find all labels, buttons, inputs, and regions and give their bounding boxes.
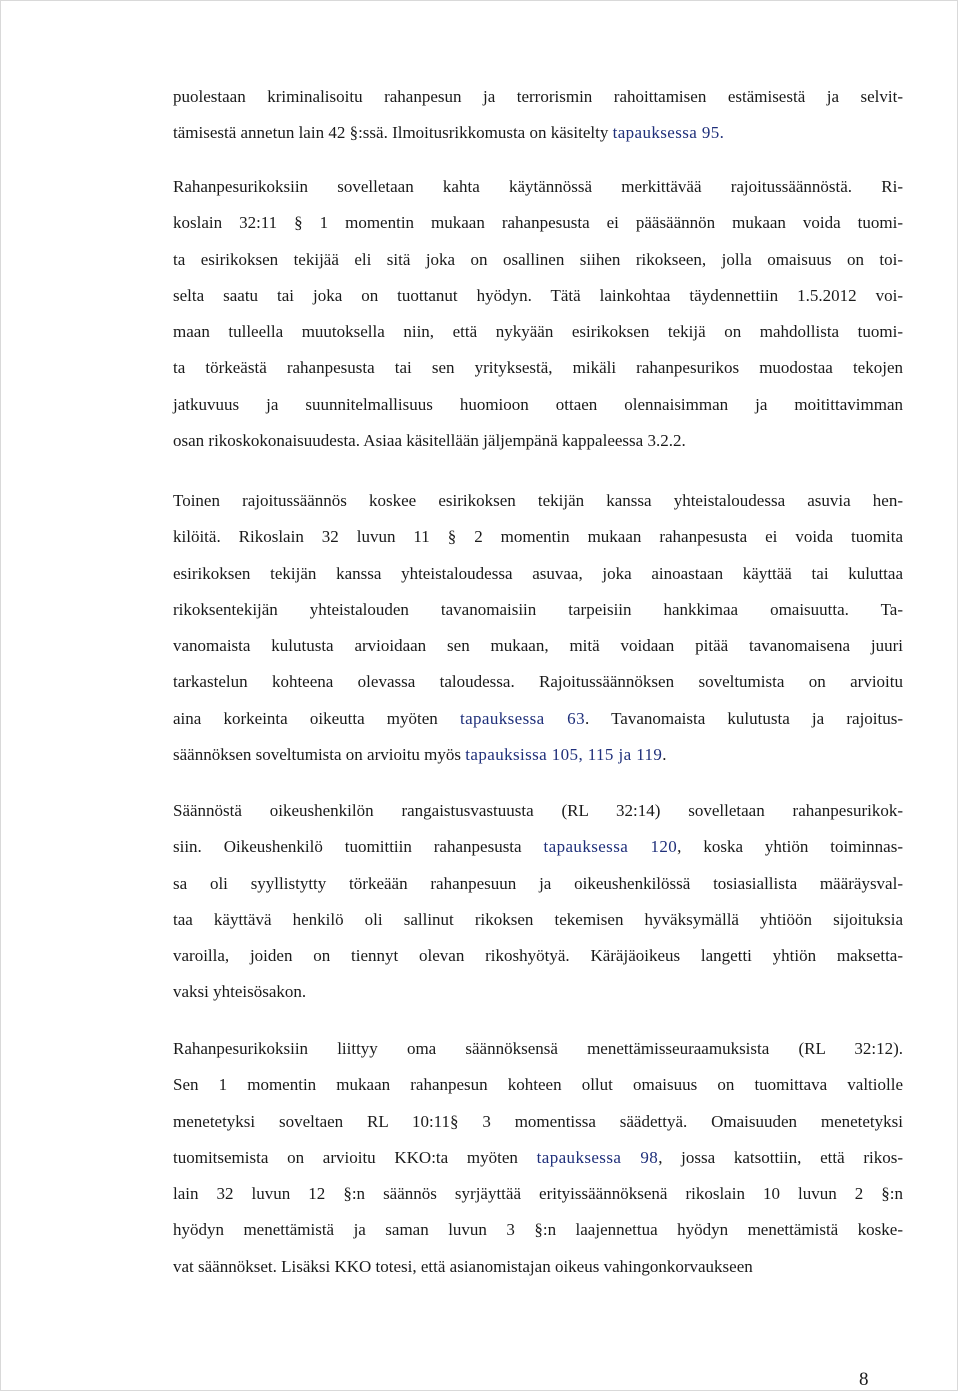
text-segment: ta esirikoksen tekijää eli sitä joka on osallinen siihen rikokseen, jolla omaisuus on toi- [173, 249, 903, 269]
text-line [173, 592, 903, 628]
text-line [173, 423, 903, 459]
paragraph [173, 793, 903, 1011]
text-segment: osan rikoskokonaisuudesta. Asiaa käsitellään jäljempänä kappaleessa 3.2.2. [173, 431, 686, 451]
text-line [173, 115, 903, 151]
text-line [173, 556, 903, 592]
text-line [173, 242, 903, 278]
case-reference: tapauksessa 98 [536, 1147, 659, 1167]
text-line [173, 205, 903, 241]
text-line [173, 169, 903, 205]
text-line [173, 79, 903, 115]
text-segment: tuomitsemista on arvioitu KKO:ta myöten [173, 1147, 537, 1167]
text-segment: vanomaista kulutusta arvioidaan sen mukaan, mitä voidaan pitää tavanomaisena juuri [173, 636, 903, 656]
case-reference: tapauksessa 95. [612, 123, 725, 143]
text-line [173, 793, 903, 829]
text-segment: esirikoksen tekijän kanssa yhteistaloudessa asuvaa, joka ainoastaan käyttää tai kuluttaa [173, 563, 903, 583]
text-segment: siin. Oikeushenkilö tuomittiin rahanpesusta [173, 837, 544, 857]
text-segment: aina korkeinta oikeutta myöten [173, 708, 460, 728]
text-line [173, 1031, 903, 1067]
text-line [173, 1249, 903, 1285]
text-segment: tarkastelun kohteena olevassa taloudessa. Rajoitussäännöksen soveltumista on arvioitu [173, 672, 903, 692]
text-segment: jatkuvuus ja suunnitelmallisuus huomioon ottaen olennaisimman ja moitittavimman [173, 394, 903, 414]
text-segment: menetetyksi soveltaen RL 10:11§ 3 momentissa säädettyä. Omaisuuden menetetyksi [173, 1111, 903, 1131]
text-segment: hyödyn menettämistä ja saman luvun 3 §:n laajennettua hyödyn menettämistä koske- [173, 1220, 903, 1240]
text-segment: . Tavanomaista kulutusta ja rajoitus- [584, 708, 904, 728]
text-segment: Rahanpesurikoksiin liittyy oma säännöksensä menettämisseuraamuksista (RL 32:12). [173, 1039, 903, 1058]
text-segment: vat säännökset. Lisäksi KKO totesi, että asianomistajan oikeus vahingonkorvaukseen [173, 1256, 753, 1276]
text-segment: Toinen rajoitussäännös koskee esirikoksen tekijän kanssa yhteistaloudessa asuvia hen- [173, 491, 903, 510]
paragraph [173, 1031, 903, 1285]
text-line [173, 866, 903, 902]
text-segment: ta törkeästä rahanpesusta tai sen yrityksestä, mikäli rahanpesurikos muodostaa tekojen [173, 358, 903, 378]
paragraph [173, 79, 903, 152]
text-segment: Rahanpesurikoksiin sovelletaan kahta käytännössä merkittävää rajoitussäännöstä. Ri- [173, 177, 903, 196]
text-segment: , koska yhtiön toiminnas- [677, 837, 903, 857]
case-reference: tapauksissa 105, 115 ja 119 [465, 745, 663, 765]
paragraph [173, 169, 903, 459]
text-segment: vaksi yhteisösakon. [173, 982, 307, 1002]
text-segment: tämisestä annetun lain 42 §:ssä. Ilmoitusrikkomusta on käsitelty [173, 123, 613, 143]
page-number: 8 [859, 1369, 869, 1390]
text-segment: taa käyttävä henkilö oli sallinut rikoksen tekemisen hyväksymällä yhtiöön sijoituksia [173, 909, 903, 929]
text-line [173, 314, 903, 350]
case-reference: tapauksessa 63 [459, 708, 585, 728]
text-segment: rikoksentekijän yhteistalouden tavanomaisiin tarpeisiin hankkimaa omaisuutta. Ta- [173, 599, 903, 619]
text-line [173, 387, 903, 423]
text-segment: Sen 1 momentin mukaan rahanpesun kohteen ollut omaisuus on tuomittava valtiolle [173, 1075, 903, 1095]
text-line [173, 1176, 903, 1212]
text-segment: Säännöstä oikeushenkilön rangaistusvastuusta (RL 32:14) sovelletaan rahanpesurikok- [173, 801, 903, 820]
text-line [173, 628, 903, 664]
text-segment: kilöitä. Rikoslain 32 luvun 11 § 2 momentin mukaan rahanpesusta ei voida tuomita [173, 527, 903, 547]
text-line [173, 938, 903, 974]
text-line [173, 1140, 903, 1176]
case-reference: tapauksessa 120 [543, 837, 678, 857]
text-segment: sa oli syyllistytty törkeään rahanpesuun ja oikeushenkilössä tosiasiallista määräysval- [173, 873, 903, 893]
text-segment: . [662, 745, 667, 765]
text-segment: lain 32 luvun 12 §:n säännös syrjäyttää erityissäännöksenä rikoslain 10 luvun 2 §:n [173, 1184, 903, 1204]
text-segment: , jossa katsottiin, että rikos- [658, 1147, 903, 1167]
text-line [173, 519, 903, 555]
text-line [173, 974, 903, 1010]
text-line [173, 483, 903, 519]
text-line [173, 664, 903, 700]
text-line [173, 350, 903, 386]
text-segment: selta saatu tai joka on tuottanut hyödyn. Tätä lainkohtaa täydennettiin 1.5.2012 voi- [173, 285, 903, 305]
text-line [173, 737, 903, 773]
text-line [173, 1104, 903, 1140]
text-line [173, 278, 903, 314]
text-segment: maan tulleella muutoksella niin, että nykyään esirikoksen tekijä on mahdollista tuomi- [173, 322, 903, 342]
text-line [173, 902, 903, 938]
text-segment: koslain 32:11 § 1 momentin mukaan rahanpesusta ei pääsäännön mukaan voida tuomi- [173, 213, 903, 233]
text-line [173, 829, 903, 865]
text-line [173, 1067, 903, 1103]
text-segment: säännöksen soveltumista on arvioitu myös [173, 745, 466, 765]
paragraph [173, 483, 903, 773]
text-segment: varoilla, joiden on tiennyt olevan rikoshyötyä. Käräjäoikeus langetti yhtiön maksetta- [173, 946, 903, 966]
text-segment: puolestaan kriminalisoitu rahanpesun ja terrorismin rahoittamisen estämisestä ja selvit- [173, 87, 903, 106]
text-line [173, 701, 903, 737]
text-line [173, 1212, 903, 1248]
